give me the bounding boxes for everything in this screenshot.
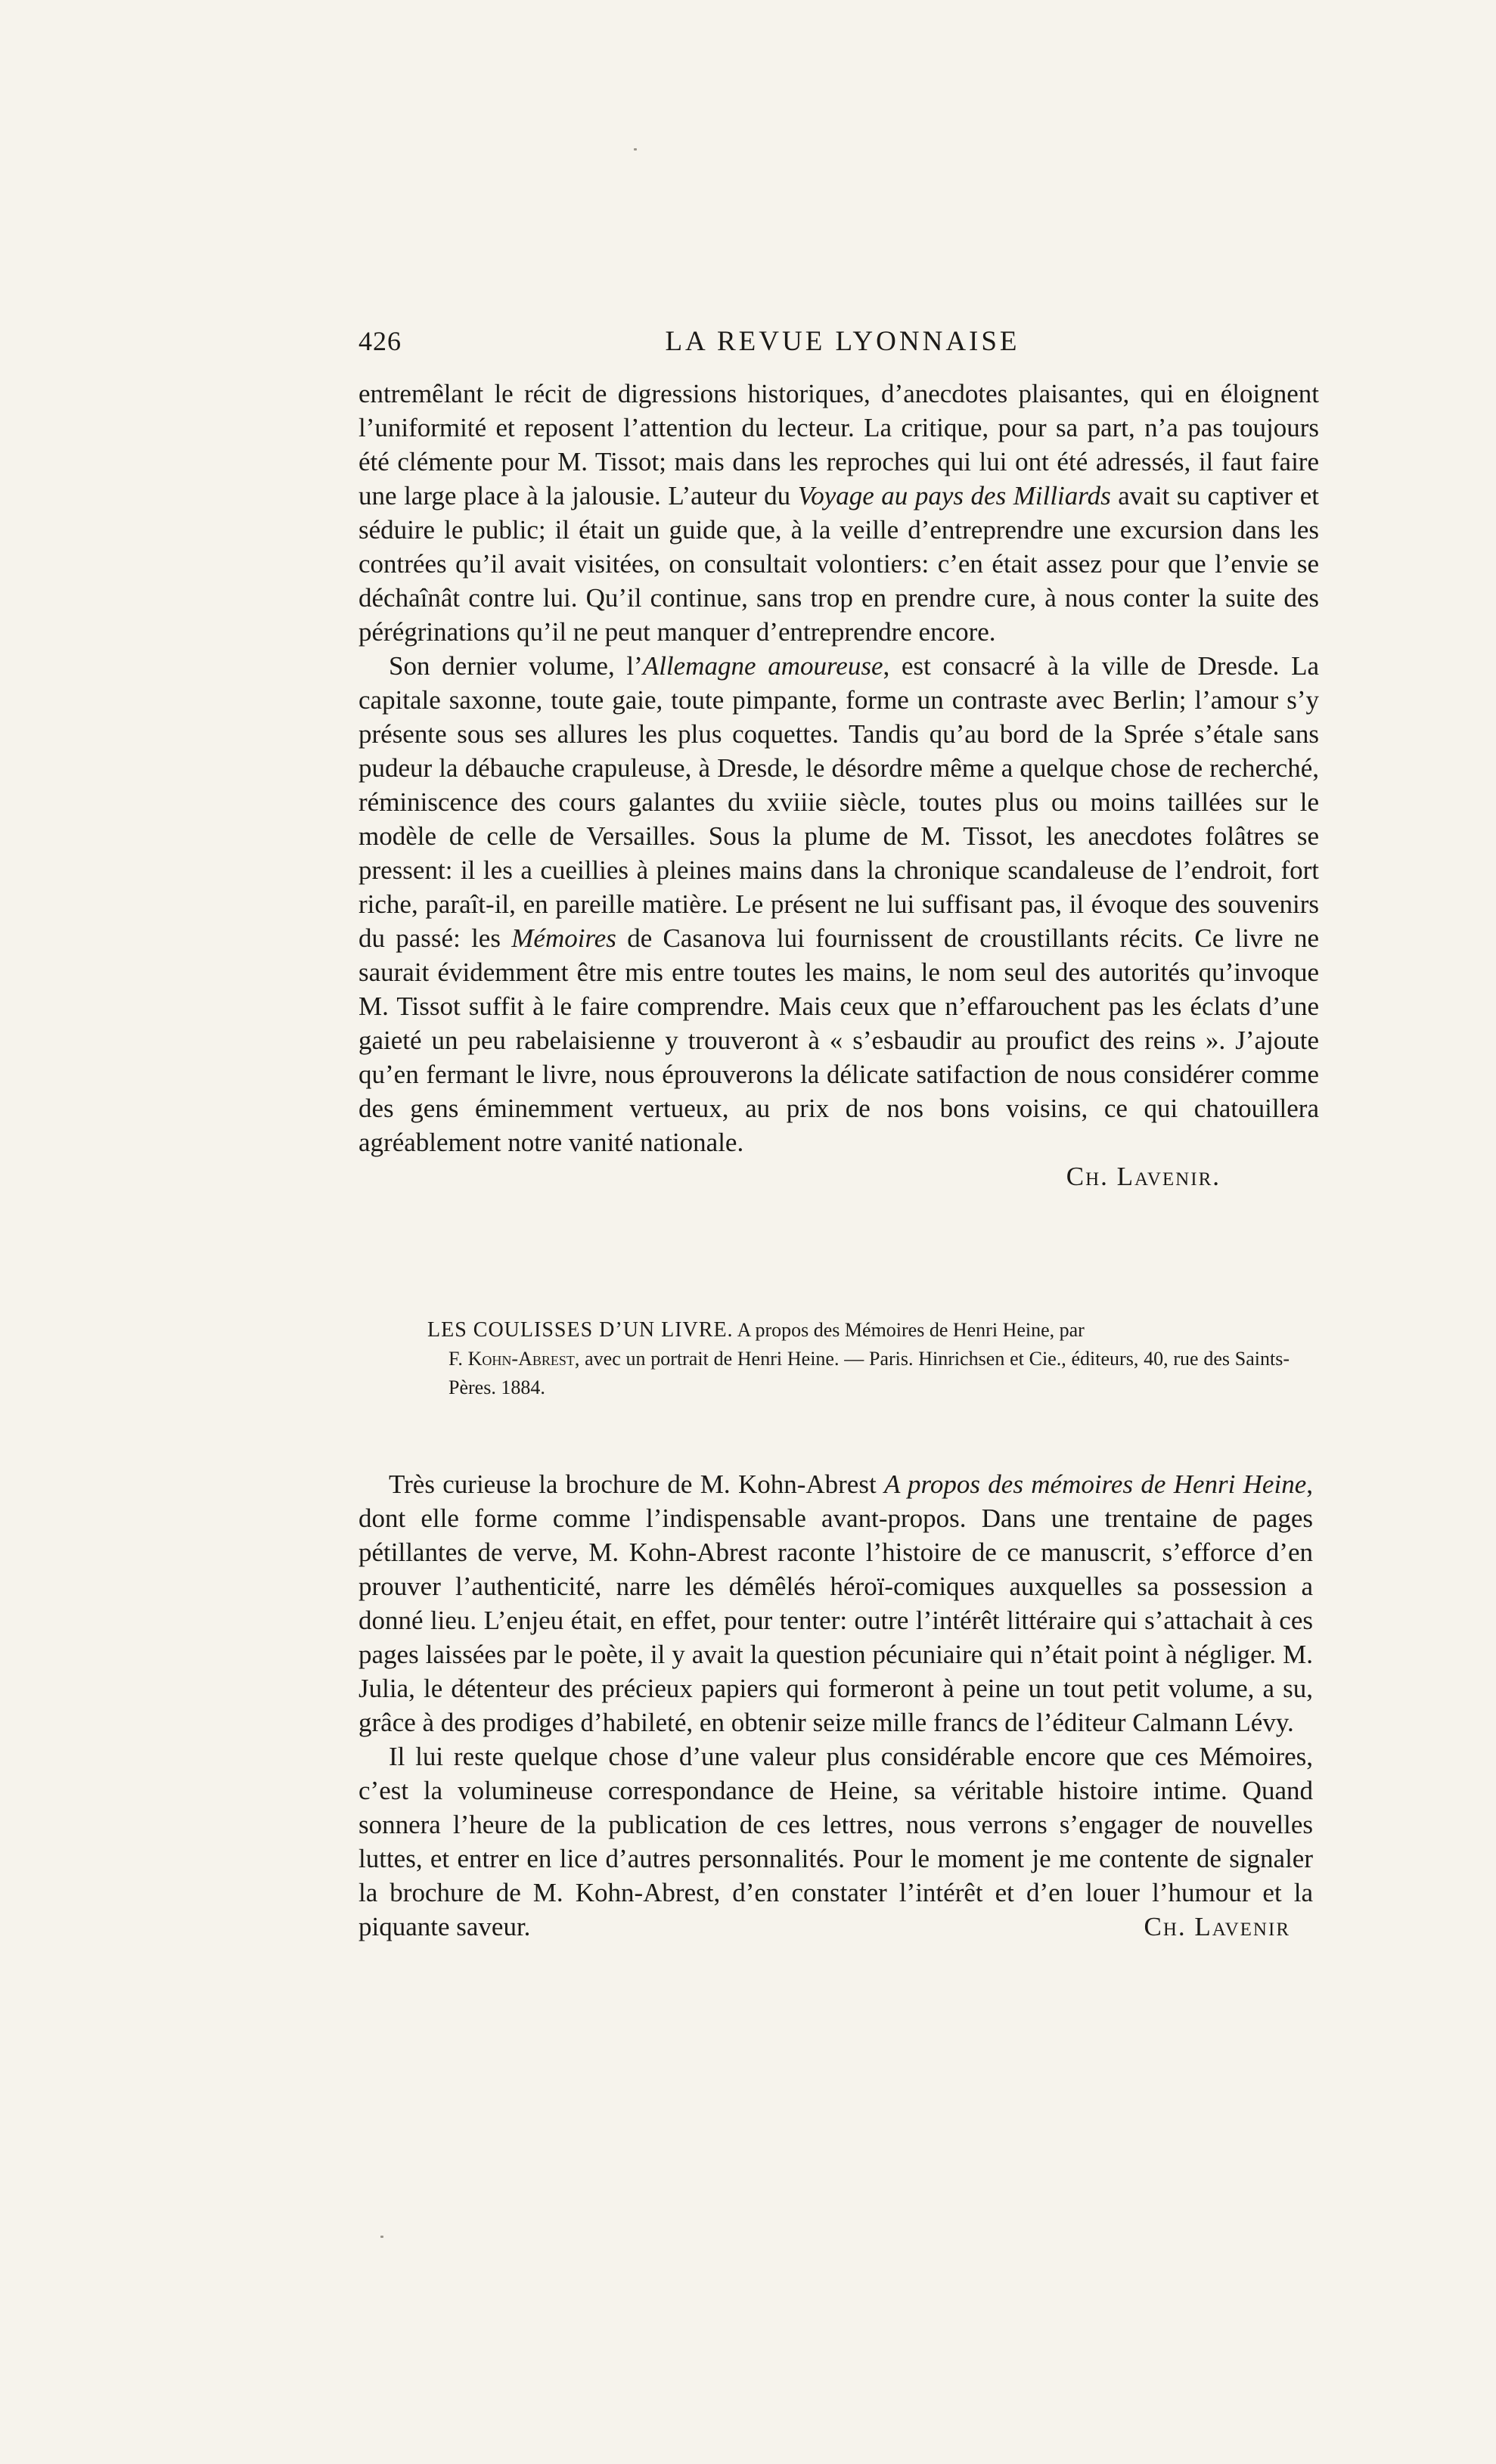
signature: Ch. Lavenir: [1144, 1912, 1290, 1941]
text-run: , est consacré à la ville de Dresde. La capitale saxonne, toute gaie, toute pimpante, forme un contraste avec Berlin; l’amour s’y présente sous ses allures les plus coquettes. Tandis qu’au bord de la Sprée s’étale sans pudeur la débauche crapuleuse, à Dresde, le désordre même a quelque chose de recherché, réminiscence des cours galantes du xviiie siècle, toutes plus ou moins taillées sur le modèle de celle de Versailles. Sous la plume de M. Tissot, les anecdotes folâtres se pressent: il les a cueillies à pleines mains dans la chronique scandaleuse de l’endroit, fort riche, paraît-il, en pareille matière. Le présent ne lui suffisant pas, il évoque des souvenirs du passé: les: [358, 651, 1319, 953]
paragraph: [358, 377, 1319, 649]
text-run: Son dernier volume, l’: [389, 651, 643, 681]
text-run: , avec un portrait de Henri Heine. — Paris. Hinrichsen et Cie., éditeurs, 40, rue des Saints-Pères. 1884.: [448, 1348, 1290, 1398]
book-title: Mémoires: [511, 923, 616, 953]
review-heading: [427, 1316, 1290, 1402]
book-title: Voyage au pays des Milliards: [797, 481, 1111, 510]
paragraph: [358, 1739, 1313, 1944]
scan-speck: [380, 2236, 383, 2238]
text-run: , dont elle forme comme l’indispensable avant-propos. Dans une trentaine de pages pétillantes de verve, M. Kohn-Abrest raconte l’histoire de ce manuscrit, s’efforce d’en prouver l’authenticité, narre les démêlés héroï-comiques auxquelles sa possession a donné lieu. L’enjeu était, en effet, pour tenter: outre l’intérêt littéraire qui s’attachait à ces pages laissées par le poète, il y avait la question pécuniaire qui n’était point à négliger. M. Julia, le détenteur des précieux papiers qui formeront à peine un tout petit volume, a su, grâce à des prodiges d’habileté, en obtenir seize mille francs de l’éditeur Calmann Lévy.: [358, 1469, 1313, 1737]
text-run: Très curieuse la brochure de M. Kohn-Abrest: [389, 1469, 884, 1499]
text-run: avait su captiver et séduire le public; il était un guide que, à la veille d’entreprendre une excursion dans les contrées qu’il avait visitées, on consultait volontiers: c’en était assez pour que l’envie se déchaînât contre lui. Qu’il continue, sans trop en prendre cure, à nous conter la suite des pérégrinations qu’il ne peut manquer d’entreprendre encore.: [358, 481, 1320, 647]
paragraph: [358, 649, 1319, 1159]
running-head: LA REVUE LYONNAISE: [665, 326, 1020, 357]
review-author: F. Kohn-Abrest: [448, 1348, 575, 1370]
text-run: entremêlant le récit de digressions historiques, d’anecdotes plaisantes, qui en éloignent l’uniformité et reposent l’attention du lecteur. La critique, pour sa part, n’a pas toujours été clémente pour M. Tissot; mais dans les reproches qui lui ont été adressés, il faut faire une large place à la jalousie. L’auteur du: [358, 379, 1319, 510]
book-title: A propos des mémoires de Henri Heine: [884, 1469, 1307, 1499]
review-tissot-body: [358, 377, 1319, 1193]
page-header: [358, 325, 1327, 365]
text-run: Il lui reste quelque chose d’une valeur plus considérable encore que ces Mémoires, c’est la volumineuse correspondance de Heine, sa véritable histoire intime. Quand sonnera l’heure de la publication de ces lettres, nous verrons s’engager de nouvelles luttes, et entrer en lice d’autres personnalités. Pour le moment je me contente de signaler la brochure de M. Kohn-Abrest, d’en constater l’intérêt et d’en louer l’humour et la piquante saveur.: [358, 1742, 1313, 1941]
review-heading-continuation: [427, 1345, 1290, 1402]
review-heine-body: [358, 1467, 1313, 1944]
paragraph: [358, 1467, 1313, 1739]
text-run: A propos des Mémoires de Henri Heine, par: [733, 1319, 1085, 1341]
text-run: de Casanova lui fournissent de croustillants récits. Ce livre ne saurait évidemment être mis entre toutes les mains, le nom seul des autorités qu’invoque M. Tissot suffit à le faire comprendre. Mais ceux que n’effarouchent pas les éclats d’une gaieté un peu rabelaisienne y trouveront à « s’esbaudir au proufict des reins ». J’ajoute qu’en fermant le livre, nous éprouverons la délicate satifaction de nous considérer comme des gens éminemment vertueux, au prix de nos bons voisins, ce qui chatouillera agréablement notre vanité nationale.: [358, 923, 1319, 1157]
review-title: LES COULISSES D’UN LIVRE.: [427, 1318, 734, 1342]
signature: Ch. Lavenir.: [1066, 1162, 1221, 1191]
book-title: Allemagne amoureuse: [642, 651, 883, 681]
scan-speck: [634, 148, 637, 151]
page-number: 426: [358, 326, 402, 356]
